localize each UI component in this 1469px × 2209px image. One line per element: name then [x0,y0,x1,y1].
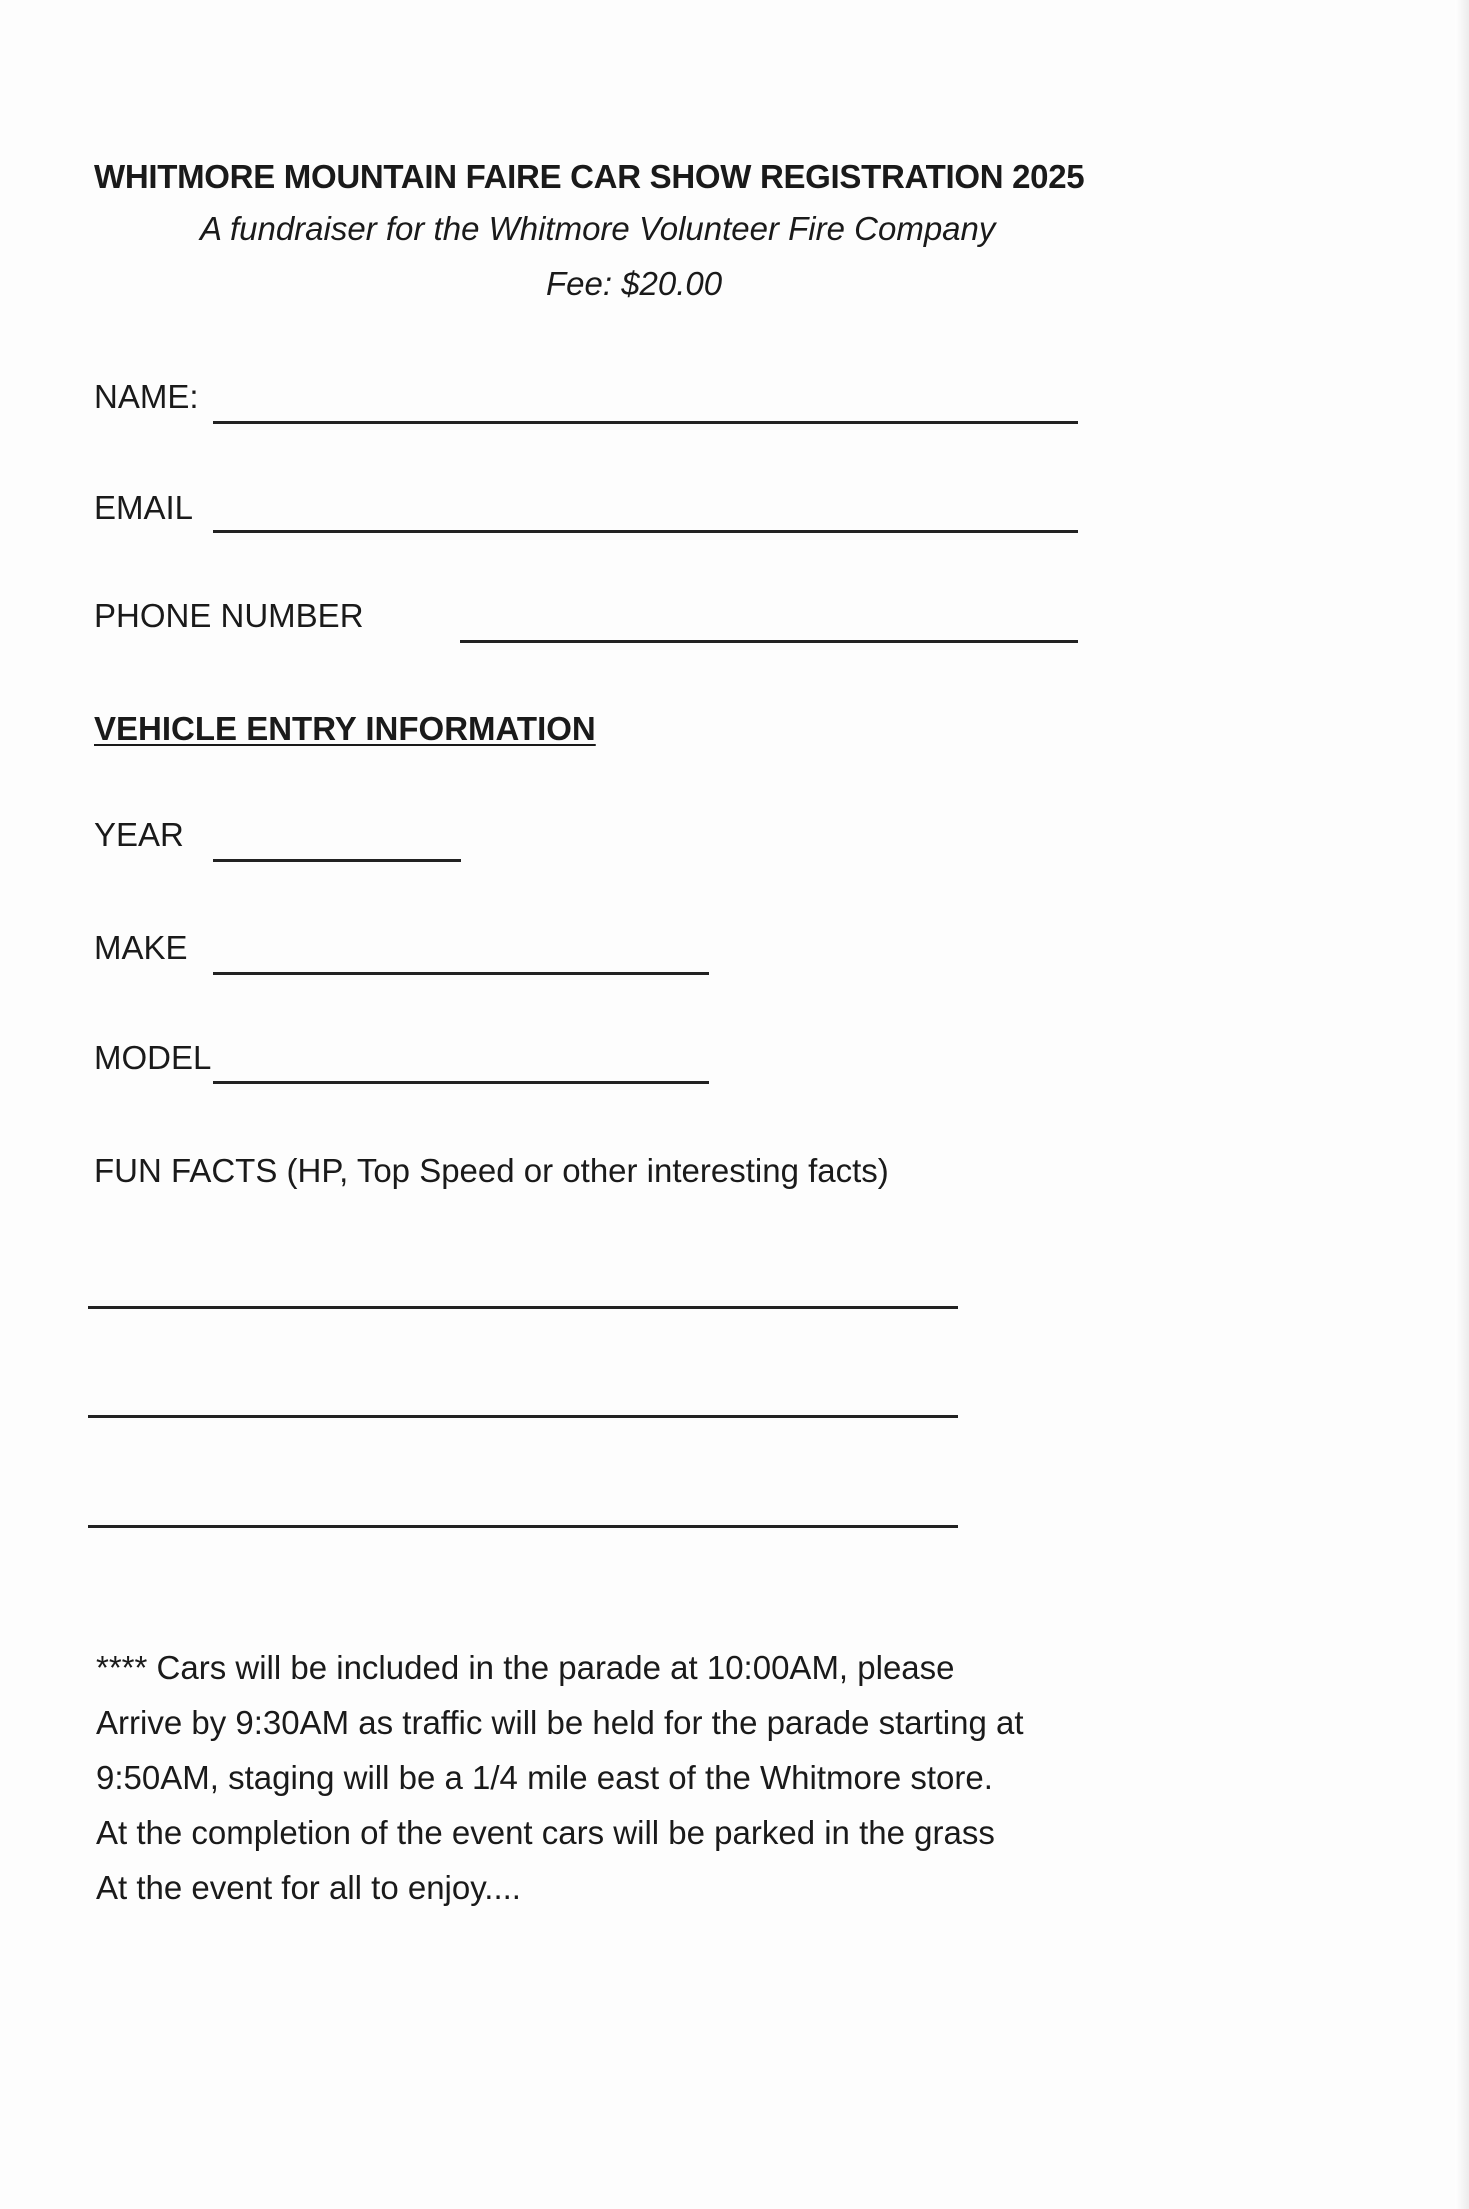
fun-facts-line-2[interactable] [88,1415,958,1418]
form-subtitle: A fundraiser for the Whitmore Volunteer Fire Company [200,210,996,247]
fun-facts-label: FUN FACTS (HP, Top Speed or other interesting facts) [94,1152,889,1189]
registration-fee: Fee: $20.00 [546,265,723,302]
parade-note-line: **** Cars will be included in the parade at 10:00AM, please [96,1649,955,1686]
parade-note-line: At the event for all to enjoy.... [96,1869,521,1906]
fun-facts-line-3[interactable] [88,1525,958,1528]
model-label: MODEL [94,1039,212,1076]
page-edge-shadow [1455,0,1469,2209]
parade-note-line: 9:50AM, staging will be a 1/4 mile east of the Whitmore store. [96,1759,993,1796]
make-label: MAKE [94,929,188,966]
model-field[interactable] [213,1081,709,1084]
fun-facts-line-1[interactable] [88,1306,958,1309]
phone-number-label: PHONE NUMBER [94,597,364,634]
parade-note-line: Arrive by 9:30AM as traffic will be held for the parade starting at [96,1704,1024,1741]
year-label: YEAR [94,816,184,853]
email-label: EMAIL [94,489,194,526]
email-field[interactable] [213,530,1078,533]
parade-note [96,1640,1196,1915]
vehicle-entry-heading: VEHICLE ENTRY INFORMATION [94,710,596,747]
make-field[interactable] [213,972,709,975]
phone-number-field[interactable] [460,640,1078,643]
parade-note-line: At the completion of the event cars will be parked in the grass [96,1814,995,1851]
name-field[interactable] [213,421,1078,424]
name-label: NAME: [94,378,199,415]
form-title: WHITMORE MOUNTAIN FAIRE CAR SHOW REGISTRATION 2025 [94,158,1085,195]
year-field[interactable] [213,859,461,862]
